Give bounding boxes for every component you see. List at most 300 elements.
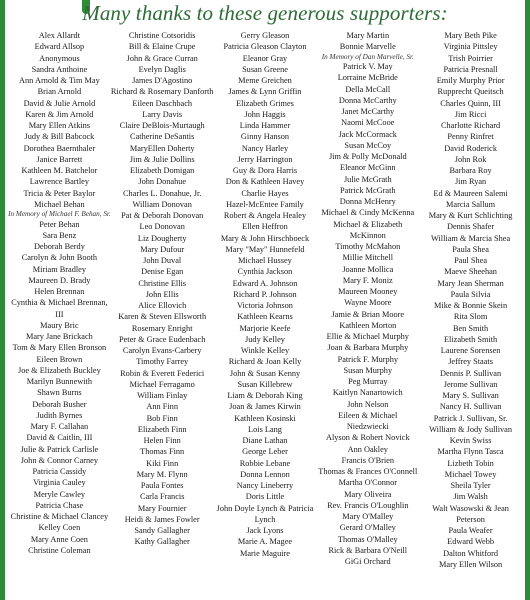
supporter-name: Julie & Patrick Carlisle: [20, 444, 99, 454]
supporter-name: Eileen Daschbach: [132, 98, 193, 108]
supporter-name: Maeve Sheehan: [444, 267, 497, 277]
supporter-name: Miriam Bradley: [32, 264, 87, 274]
supporter-entry: [143, 255, 181, 266]
supporter-entry: [233, 278, 298, 289]
supporter-entry: [242, 446, 288, 457]
supporter-name: Dalton Whitford: [443, 548, 499, 558]
supporter-entry: [236, 98, 294, 109]
supporter-name: Robert & Angela Healey: [223, 211, 307, 220]
supporter-name: Julie McGrath: [343, 174, 392, 184]
memorial-dedication: In Memory of Michael F. Behan, Sr.: [8, 210, 111, 218]
supporter-entry: [140, 491, 184, 502]
supporter-entry: [37, 387, 81, 398]
supporter-entry: [441, 120, 500, 131]
supporter-entry: [25, 109, 93, 120]
supporter-entry: [39, 219, 79, 230]
supporter-entry: [42, 230, 76, 241]
supporter-name: Alyson & Robert Novick: [325, 433, 410, 443]
supporter-entry: [339, 320, 396, 331]
supporter-entry: [331, 309, 404, 320]
supporter-entry: [440, 368, 501, 379]
supporter-name: Linda Hammer: [239, 121, 291, 130]
supporter-entry: [318, 466, 417, 477]
supporter-entry: [444, 379, 498, 390]
supporter-entry: [233, 165, 297, 176]
supporter-entry: [238, 266, 293, 277]
supporter-name: Millie Mitchell: [342, 253, 394, 263]
supporter-name: Ben Smith: [452, 323, 489, 333]
supporter-name: Kathleen Kearns: [237, 312, 293, 322]
supporter-name: James & Lynn Griffin: [228, 87, 302, 97]
supporter-name: Mary Martin: [346, 31, 390, 40]
supporter-name: Denise Egan: [141, 267, 184, 277]
supporter-entry: [123, 188, 201, 199]
supporter-entry: [340, 196, 396, 207]
supporter-name: Barbara Roy: [449, 166, 492, 175]
supporter-name: Penny Rinfret: [447, 132, 494, 142]
supporter-name: Emily Murphy Prior: [436, 76, 505, 85]
supporter-name: Jack Lyons: [246, 526, 284, 535]
supporter-name: Rev. Francis O'Loughlin: [327, 500, 409, 510]
supporter-entry: [451, 480, 491, 491]
supporter-name: GiGi Orchard: [344, 557, 391, 566]
supporter-name: Carolyn & John Booth: [21, 253, 98, 263]
supporter-name: Mary F. Moniz: [342, 275, 393, 285]
supporter-name: Cynthia Jackson: [237, 267, 293, 277]
supporter-entry: [342, 455, 394, 466]
supporter-entry: [327, 331, 409, 342]
supporter-entry: [241, 30, 290, 41]
supporter-name: Virginia Pittsley: [443, 42, 498, 52]
supporter-entry: [348, 444, 388, 455]
supporter-name: Gerard O'Malley: [339, 523, 396, 533]
supporter-entry: [139, 64, 186, 75]
supporter-entry: [321, 207, 414, 218]
supporter-name: Jerry Harrington: [237, 154, 293, 164]
supporter-name: Mary Jean Sherman: [437, 278, 504, 288]
supporter-entry: [246, 491, 284, 502]
left-border-bar: [0, 0, 5, 600]
supporter-name: Lois Lang: [248, 424, 282, 434]
supporter-entry: [134, 525, 190, 536]
supporter-name: Francis O'Brien: [341, 455, 394, 465]
supporter-name: Elizabeth Finn: [137, 424, 187, 434]
supporter-entry: [437, 75, 505, 86]
supporter-entry: [339, 95, 397, 106]
supporter-entry: [226, 199, 304, 210]
supporter-entry: [34, 241, 85, 252]
supporter-name: Trish Poirrier: [448, 53, 493, 63]
supporter-entry: [120, 368, 204, 379]
supporter-entry: [141, 480, 184, 491]
supporter-name: Deborah Busher: [32, 399, 87, 409]
supporter-name: Thomas & Frances O'Connell: [318, 467, 418, 476]
supporter-name: Deborah Berdy: [33, 242, 85, 251]
supporter-name: Jeffrey Staats: [448, 357, 493, 367]
supporter-entry: [326, 432, 410, 443]
supporter-entry: [441, 345, 501, 356]
supporter-name: Richard & Rosemary Danforth: [110, 87, 214, 97]
supporter-entry: [431, 233, 510, 244]
supporter-entry: [229, 356, 302, 367]
supporter-entry: [447, 221, 494, 232]
supporter-entry: [346, 30, 389, 41]
supporter-name: John Haggis: [244, 109, 286, 119]
supporter-name: Doris Little: [245, 492, 285, 502]
supporter-entry: [242, 143, 288, 154]
supporter-name: Mary Beth Pike: [444, 31, 497, 40]
supporter-name: Hazel-McEntee Family: [226, 199, 304, 209]
supporter-entry: [138, 424, 187, 435]
supporter-entry: [333, 387, 403, 398]
supporter-entry: [127, 53, 198, 64]
supporter-entry: [24, 143, 96, 154]
right-border-bar: [525, 0, 530, 600]
supporter-entry: [13, 342, 106, 353]
supporter-entry: [19, 75, 100, 86]
supporter-entry: [38, 86, 82, 97]
supporter-name: Winkle Kelley: [240, 346, 290, 355]
supporter-name: Paula Weafer: [448, 526, 493, 535]
supporter-name: William Donovan: [132, 199, 192, 209]
supporter-name: Brian Arnold: [37, 87, 82, 97]
supporter-name: Thomas Finn: [140, 447, 185, 457]
supporter-entry: [130, 143, 195, 154]
supporter-entry: [32, 399, 86, 410]
supporter-entry: [144, 435, 181, 446]
supporter-entry: [246, 525, 283, 536]
supporter-entry: [226, 176, 305, 187]
supporter-entry: [238, 75, 292, 86]
supporter-name: Kaitlyn Nanartowich: [332, 388, 403, 398]
supporter-name: Kathleen M. Batchelor: [21, 166, 98, 175]
supporter-name: Ann Finn: [146, 402, 178, 412]
supporter-name: Marcia Sallum: [446, 199, 496, 209]
supporter-name: Mary Dufour: [140, 244, 185, 254]
supporter-name: Charlotte Richard: [440, 121, 501, 130]
supporter-entry: [28, 275, 90, 286]
supporter-name: Gerry Gleason: [240, 31, 290, 40]
supporter-name: Bonnie Marvelle: [339, 42, 396, 52]
supporter-entry: [142, 109, 182, 120]
supporter-entry: [40, 320, 78, 331]
supporter-entry: [120, 120, 205, 131]
supporter-name: Jim Walsh: [453, 492, 488, 502]
supporter-name: Robbie Lebane: [239, 458, 291, 468]
supporter-name: Michael & Cindy McKenna: [321, 208, 415, 218]
supporter-name: Joanne Mollica: [342, 264, 394, 274]
supporter-name: Liz Dougherty: [137, 233, 187, 243]
supporters-column-5: [419, 30, 522, 600]
supporter-entry: [229, 401, 301, 412]
supporter-entry: [138, 233, 187, 244]
supporter-name: Martha Flynn Tasca: [437, 447, 504, 457]
supporter-entry: [26, 331, 93, 342]
supporter-name: Diane Lathan: [242, 436, 288, 445]
supporter-entry: [342, 264, 393, 275]
supporter-name: William Finlay: [137, 391, 188, 400]
supporters-column-3: [214, 30, 317, 600]
supporter-name: Patricia Cassidy: [32, 467, 87, 476]
supporter-name: Donna McCarthy: [338, 95, 397, 105]
supporter-name: Sara Benz: [42, 230, 77, 240]
supporter-entry: [229, 86, 302, 97]
supporter-name: Lorraine McBride: [337, 73, 398, 83]
supporter-entry: [18, 365, 101, 376]
supporter-entry: [419, 503, 522, 526]
supporter-entry: [429, 210, 513, 221]
supporter-entry: [241, 188, 288, 199]
supporter-name: Larry Davis: [142, 109, 183, 119]
supporter-name: Don & Kathleen Havey: [225, 177, 305, 187]
supporter-entry: [137, 390, 187, 401]
supporter-entry: [224, 41, 307, 52]
supporter-entry: [237, 480, 293, 491]
supporter-entry: [138, 278, 186, 289]
supporter-name: Lawrence Bartley: [29, 177, 89, 187]
supporter-name: Jim Ricci: [454, 109, 487, 119]
supporter-name: Pat & Deborah Donovan: [121, 211, 204, 220]
supporter-entry: [8, 297, 111, 320]
supporter-name: John & Grace Curran: [126, 53, 198, 63]
supporter-name: Michael Behan: [34, 199, 85, 209]
supporter-name: Jamie & Brian Moore: [331, 309, 405, 319]
supporter-entry: [141, 266, 183, 277]
supporters-column-4: [316, 30, 419, 600]
supporter-name: Jim Ryan: [454, 177, 487, 187]
supporter-name: Lizbeth Tobin: [447, 458, 494, 468]
supporter-entry: [35, 41, 85, 52]
supporter-name: Paula Fontes: [140, 481, 184, 490]
supporter-entry: [327, 342, 408, 353]
supporter-entry: [24, 131, 94, 142]
supporter-name: Virginia Cauley: [33, 478, 86, 488]
supporter-name: John Nelson: [347, 399, 389, 409]
supporter-name: Robin & Everett Federici: [120, 368, 205, 378]
supporter-name: Edward Webb: [447, 537, 495, 547]
supporter-name: Marie A. Magee: [237, 537, 293, 547]
supporter-entry: [344, 297, 391, 308]
supporter-name: Maureen D. Brady: [28, 275, 91, 285]
supporter-name: John & Connor Carney: [20, 455, 98, 465]
supporter-name: Tom & Mary Ellen Bronson: [12, 343, 107, 353]
memorial-dedication: In Memory of Dan Marvelle, Sr.: [321, 52, 414, 61]
supporter-entry: [118, 311, 206, 322]
supporter-entry: [343, 365, 392, 376]
supporter-entry: [129, 30, 196, 41]
supporter-name: Eileen & Michael Niedzwiecki: [338, 410, 398, 431]
supporter-entry: [344, 140, 391, 151]
supporter-entry: [140, 446, 184, 457]
supporter-name: Thomas O'Malley: [337, 534, 398, 544]
supporter-entry: [221, 233, 309, 244]
supporter-name: James D'Agostino: [132, 76, 193, 85]
supporter-name: Mary O'Malley: [342, 512, 394, 521]
supporter-name: Richard P. Johnson: [233, 289, 297, 299]
supporter-entry: [316, 219, 419, 242]
supporter-entry: [33, 466, 87, 477]
supporter-entry: [237, 300, 293, 311]
supporter-name: Helen Finn: [143, 436, 181, 445]
supporter-name: Eleanor Gray: [242, 53, 288, 63]
supporter-name: Paula Shea: [452, 244, 489, 254]
supporter-entry: [227, 390, 302, 401]
supporter-entry: [34, 286, 84, 297]
supporter-name: Patricia Presnall: [443, 64, 498, 74]
supporter-entry: [23, 188, 95, 199]
supporter-entry: [27, 376, 92, 387]
supporter-name: Timothy Farrey: [136, 357, 189, 367]
supporter-name: Carla Francis: [139, 492, 185, 502]
supporter-entry: [138, 300, 186, 311]
supporter-name: Alice Ellovich: [138, 301, 187, 310]
supporter-entry: [240, 548, 290, 559]
supporter-name: Catherine DeSantis: [130, 132, 195, 142]
supporter-name: Helen Brennan: [34, 287, 85, 296]
supporter-name: Martha O'Connor: [338, 478, 397, 488]
supporter-entry: [347, 399, 388, 410]
supporter-name: Eileen Brown: [36, 354, 83, 364]
supporter-name: Michael Ferragamo: [129, 379, 195, 389]
supporter-entry: [448, 356, 493, 367]
supporter-name: Joan & James Kirwin: [229, 402, 301, 412]
supporter-name: Patrick F. Murphy: [337, 354, 398, 364]
supporter-entry: [240, 323, 291, 334]
supporter-name: Walt Wasowski & Jean Peterson: [432, 503, 509, 524]
supporter-entry: [132, 98, 192, 109]
supporter-name: Wayne Moore: [344, 298, 392, 308]
supporter-entry: [130, 131, 194, 142]
supporter-entry: [36, 354, 82, 365]
supporter-entry: [33, 477, 86, 488]
supporter-name: Jack McCormack: [338, 129, 397, 139]
supporter-entry: [140, 221, 185, 232]
supporter-name: Ellen Heffron: [242, 222, 288, 232]
supporter-name: Patricia Chase: [35, 500, 84, 510]
supporters-column-1: [8, 30, 111, 600]
supporter-entry: [39, 522, 81, 533]
supporter-name: Guy & Dora Harris: [232, 166, 298, 175]
supporter-name: John Ellis: [145, 289, 179, 299]
supporter-entry: [439, 559, 502, 570]
supporter-name: Charles L. Donahue, Jr.: [123, 188, 202, 198]
supporter-name: Elizabeth Smith: [443, 334, 498, 344]
supporter-name: Patrick V. May: [342, 62, 393, 71]
supporter-name: Ed & Maureen Salemi: [433, 188, 508, 198]
supporter-entry: [447, 131, 493, 142]
supporter-entry: [130, 154, 195, 165]
supporter-name: Sandy Gallagher: [134, 526, 190, 535]
supporter-entry: [146, 401, 178, 412]
supporter-entry: [345, 556, 391, 567]
supporter-entry: [444, 30, 497, 41]
supporter-entry: [26, 432, 92, 443]
supporter-name: Donna Lennon: [240, 469, 290, 479]
supporter-name: Alex Allardt: [38, 31, 81, 40]
supporter-entry: [455, 109, 487, 120]
supporter-name: Joe & Elizabeth Buckley: [18, 365, 101, 375]
supporter-entry: [452, 244, 489, 255]
supporter-name: Claire DeBlois-Murtaugh: [119, 121, 205, 130]
supporter-entry: [248, 424, 282, 435]
supporter-name: Sandra Anthoine: [31, 64, 88, 74]
supporter-name: Judith Byrnes: [36, 410, 83, 420]
supporter-entry: [136, 356, 188, 367]
supporter-entry: [453, 323, 488, 334]
supporter-name: Susan Greene: [242, 64, 288, 74]
supporter-entry: [433, 188, 507, 199]
supporter-name: Nancy Lineberry: [236, 481, 294, 490]
supporter-entry: [454, 311, 487, 322]
supporter-name: Kathleen Kosinski: [234, 413, 296, 423]
supporter-name: Charlie Hayes: [241, 188, 289, 198]
supporter-entry: [240, 120, 290, 131]
supporter-name: Peg Murray: [348, 377, 388, 386]
supporters-column-2: [111, 30, 214, 600]
supporter-name: Mike & Bonnie Skein: [434, 301, 508, 310]
supporter-name: Mary F. Callahan: [30, 422, 89, 431]
supporter-entry: [21, 444, 99, 455]
supporter-name: Jerome Sullivan: [443, 379, 498, 389]
supporter-name: Mary & Kurt Schlichting: [428, 211, 513, 220]
supporter-entry: [243, 53, 287, 64]
supporter-entry: [31, 421, 89, 432]
supporter-name: Bob Finn: [146, 413, 178, 423]
supporter-name: Dennis Shafer: [446, 222, 495, 232]
supporter-entry: [338, 354, 398, 365]
supporter-name: Marie Maguire: [239, 548, 290, 558]
supporter-entry: [344, 489, 391, 500]
supporter-name: Naomi McCooe: [341, 118, 395, 128]
supporter-entry: [444, 41, 498, 52]
supporter-entry: [328, 545, 407, 556]
supporter-name: Mary Jane Brickach: [25, 332, 93, 341]
supporter-entry: [340, 185, 396, 196]
supporter-name: Rosemary Enright: [131, 323, 193, 333]
supporter-name: Mary M. Flynn: [136, 469, 188, 479]
supporter-entry: [454, 255, 487, 266]
supporter-entry: [340, 162, 396, 173]
supporter-entry: [230, 368, 300, 379]
supporter-name: Christine & Michael Clancey: [10, 512, 109, 521]
supporter-entry: [434, 413, 508, 424]
supporter-entry: [451, 289, 491, 300]
supporter-entry: [442, 390, 498, 401]
supporter-entry: [28, 545, 90, 556]
supporter-name: Rupprecht Queitsch: [437, 87, 504, 97]
supporter-name: Judy Kelley: [245, 334, 285, 344]
supporter-name: Cynthia & Michael Brennan, III: [11, 298, 108, 319]
supporter-name: Kathy Gallagher: [134, 537, 190, 547]
supporter-name: MaryEllen Doherty: [129, 143, 195, 153]
supporter-name: Evelyn Daglis: [138, 64, 186, 74]
supporter-name: George Leber: [242, 447, 288, 457]
supporter-name: Nancy Harley: [241, 143, 289, 153]
supporter-name: Peter Behan: [39, 219, 80, 229]
supporter-name: Liam & Deborah King: [227, 391, 303, 400]
supporter-entry: [119, 334, 205, 345]
supporter-entry: [455, 176, 486, 187]
supporter-name: David Roderick: [444, 143, 497, 153]
supporter-entry: [130, 165, 194, 176]
supporter-name: Janice Barrett: [36, 154, 83, 164]
supporter-entry: [446, 199, 495, 210]
supporter-name: Donna McHenry: [339, 197, 396, 206]
supporter-entry: [34, 489, 85, 500]
supporter-entry: [237, 311, 293, 322]
supporter-name: Tricia & Peter Baylor: [23, 188, 96, 198]
supporter-name: Mary Fournier: [137, 503, 187, 513]
